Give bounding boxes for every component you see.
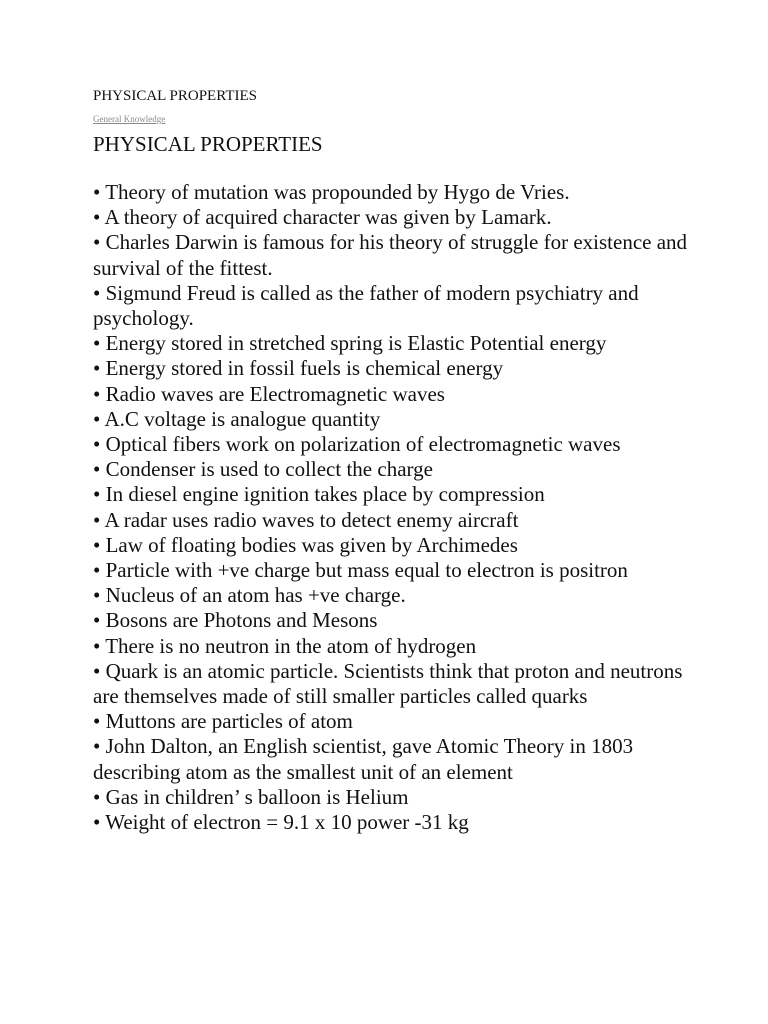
fact-item: • Bosons are Photons and Mesons <box>93 608 378 633</box>
fact-item: • Energy stored in stretched spring is Elastic Potential energy <box>93 331 607 356</box>
fact-item: • Energy stored in fossil fuels is chemical energy <box>93 356 504 381</box>
fact-item: • A theory of acquired character was given by Lamark. <box>93 205 552 230</box>
fact-item: • Quark is an atomic particle. Scientists think that proton and neutrons are themselves made of still smaller particles called quarks <box>93 658 683 709</box>
fact-item: • Optical fibers work on polarization of electromagnetic waves <box>93 432 621 457</box>
fact-item: • A.C voltage is analogue quantity <box>93 406 381 431</box>
document-header: PHYSICAL PROPERTIES <box>93 88 257 104</box>
fact-item: • Radio waves are Electromagnetic waves <box>93 381 445 406</box>
fact-item: • John Dalton, an English scientist, gave Atomic Theory in 1803 describing atom as the smallest unit of an element <box>93 734 634 784</box>
fact-item: • Particle with +ve charge but mass equal to electron is positron <box>93 558 628 583</box>
fact-item: • Charles Darwin is famous for his theory of struggle for existence and survival of the fittest. <box>93 230 688 280</box>
facts-list <box>93 180 693 835</box>
fact-item: • Law of floating bodies was given by Archimedes <box>93 532 518 557</box>
fact-item: • Condenser is used to collect the charge <box>93 457 433 482</box>
fact-item: • There is no neutron in the atom of hydrogen <box>93 633 477 658</box>
fact-item: • A radar uses radio waves to detect enemy aircraft <box>93 507 519 532</box>
fact-item: • Gas in children’ s balloon is Helium <box>93 784 409 809</box>
document-title: PHYSICAL PROPERTIES <box>93 132 323 156</box>
fact-item: • Nucleus of an atom has +ve charge. <box>93 583 406 608</box>
fact-item: • Sigmund Freud is called as the father of modern psychiatry and psychology. <box>93 280 639 331</box>
category-link[interactable]: General Knowledge <box>93 114 166 124</box>
fact-item: • Weight of electron = 9.1 x 10 power -31 kg <box>93 810 469 835</box>
fact-item: • In diesel engine ignition takes place by compression <box>93 482 545 507</box>
fact-item: • Muttons are particles of atom <box>93 709 353 734</box>
fact-item: • Theory of mutation was propounded by Hygo de Vries. <box>93 180 570 204</box>
